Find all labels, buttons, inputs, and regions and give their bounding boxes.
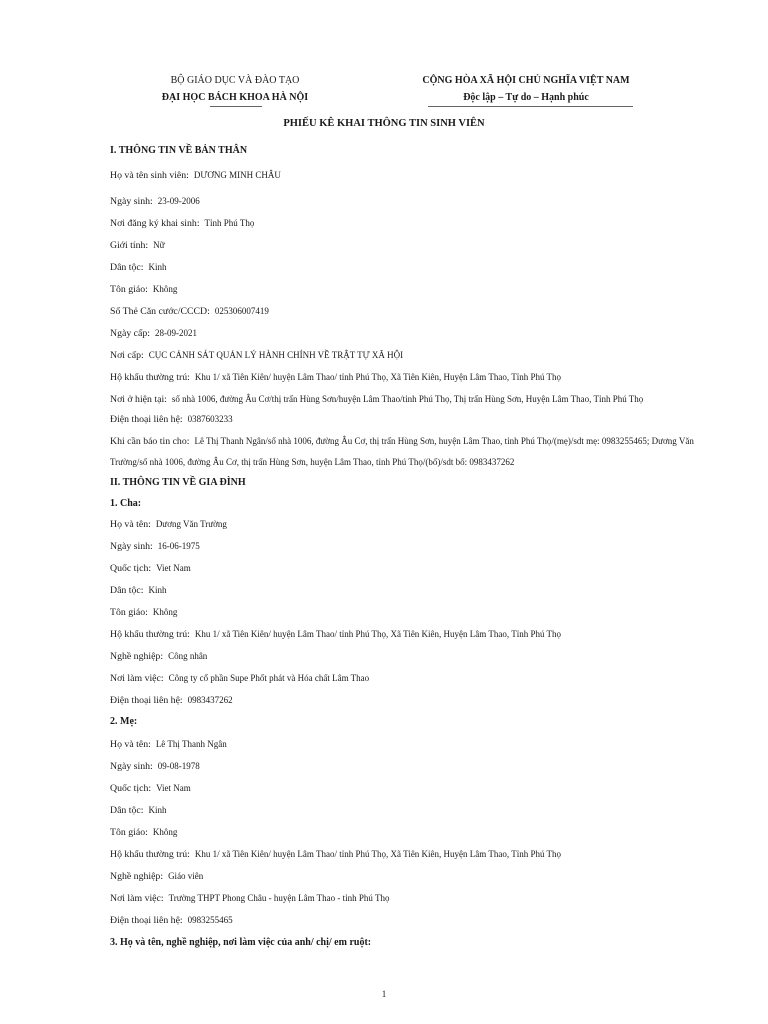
field-label: Họ và tên: <box>110 519 151 530</box>
national-motto: Độc lập – Tự do – Hạnh phúc <box>463 92 589 103</box>
father-heading: 1. Cha: <box>110 498 142 509</box>
father-ethnicity <box>110 585 700 596</box>
field-label: Dân tộc: <box>110 805 144 816</box>
field-birth-date <box>110 196 700 207</box>
mother-name <box>110 739 700 750</box>
ministry-header <box>150 72 320 106</box>
mother-ethnicity <box>110 805 700 816</box>
field-label: Tôn giáo: <box>110 827 148 838</box>
field-label: Điện thoại liên hệ: <box>110 414 183 425</box>
field-issue-place <box>110 350 700 361</box>
field-value: Trường THPT Phong Châu - huyện Lâm Thao - tỉnh Phú Thọ <box>168 893 390 903</box>
field-value: 28-09-2021 <box>155 328 197 338</box>
field-value: Không <box>152 827 178 837</box>
field-value: Kinh <box>148 262 167 272</box>
field-gender <box>110 240 700 251</box>
mother-permanent-address <box>110 849 700 860</box>
right-header-rule <box>428 106 633 107</box>
mother-occupation <box>110 871 700 882</box>
mother-birth-date <box>110 761 700 772</box>
field-label: Nơi đăng ký khai sinh: <box>110 218 200 229</box>
field-label: Nơi làm việc: <box>110 893 164 904</box>
mother-workplace <box>110 893 700 904</box>
field-value: 025306007419 <box>214 306 269 316</box>
field-religion <box>110 284 700 295</box>
section-family-heading: II. THÔNG TIN VỀ GIA ĐÌNH <box>110 477 246 488</box>
field-label: Hộ khẩu thường trú: <box>110 849 190 860</box>
field-label: Nơi làm việc: <box>110 673 164 684</box>
field-label: Giới tính: <box>110 240 149 251</box>
ministry-name: BỘ GIÁO DỤC VÀ ĐÀO TẠO <box>170 75 300 86</box>
field-value: DƯƠNG MINH CHÂU <box>193 170 281 180</box>
mother-nationality <box>110 783 700 794</box>
field-value: số nhà 1006, đường Âu Cơ/thị trấn Hùng Sơn/huyện Lâm Thao/tỉnh Phú Thọ, Thị trấn Hùng Sơn, Huyện Lâm Thao, Tỉnh Phú Thọ <box>171 394 644 404</box>
field-value: Kinh <box>148 585 167 595</box>
field-label: Nơi ở hiện tại: <box>110 394 167 405</box>
field-label: Hộ khẩu thường trú: <box>110 372 190 383</box>
field-value: Lê Thị Thanh Ngân/số nhà 1006, đường Âu Cơ, thị trấn Hùng Sơn, huyện Lâm Thao, tỉnh Phú Thọ/(mẹ)/sdt mẹ: 0983255465; Dương Văn Trường/số nhà 1006, đường Âu Cơ, thị trấn Hùng Sơn, huyện Lâm Thao, tỉnh Phú Thọ/(bố)/sdt bố: 0983437262 <box>110 436 694 467</box>
field-value: Không <box>152 284 178 294</box>
field-label: Ngày cấp: <box>110 328 150 339</box>
field-value: Viet Nam <box>156 563 191 573</box>
father-name <box>110 519 700 530</box>
page-title: PHIẾU KÊ KHAI THÔNG TIN SINH VIÊN <box>283 118 485 129</box>
field-value: Công nhân <box>168 651 208 661</box>
field-label: Khi cần báo tin cho: <box>110 436 190 447</box>
father-workplace <box>110 673 700 684</box>
siblings-heading: 3. Họ và tên, nghề nghiệp, nơi làm việc của anh/ chị/ em ruột: <box>110 937 372 948</box>
field-label: Điện thoại liên hệ: <box>110 695 183 706</box>
field-value: Dương Văn Trường <box>155 519 227 529</box>
field-label: Nghề nghiệp: <box>110 871 164 882</box>
field-student-name <box>110 170 700 181</box>
field-ethnicity <box>110 262 700 273</box>
field-value: Khu 1/ xã Tiên Kiên/ huyện Lâm Thao/ tỉnh Phú Thọ, Xã Tiên Kiên, Huyện Lâm Thao, Tỉnh Phú Thọ <box>194 629 562 639</box>
field-label: Điện thoại liên hệ: <box>110 915 183 926</box>
left-header-rule <box>210 106 262 107</box>
field-value: Không <box>152 607 178 617</box>
field-label: Quốc tịch: <box>110 563 152 574</box>
mother-phone <box>110 915 700 926</box>
field-label: Nghề nghiệp: <box>110 651 164 662</box>
field-birth-registration <box>110 218 700 229</box>
page-number: 1 <box>381 989 387 999</box>
mother-heading: 2. Mẹ: <box>110 716 138 727</box>
mother-religion <box>110 827 700 838</box>
field-label: Ngày sinh: <box>110 196 153 207</box>
field-value: CỤC CẢNH SÁT QUẢN LÝ HÀNH CHÍNH VỀ TRẬT TỰ XÃ HỘI <box>148 350 404 360</box>
field-issue-date <box>110 328 700 339</box>
field-label: Quốc tịch: <box>110 783 152 794</box>
field-value: 0983437262 <box>187 695 233 705</box>
field-value: 0387603233 <box>187 414 233 424</box>
field-label: Họ và tên: <box>110 739 151 750</box>
country-name: CỘNG HÒA XÃ HỘI CHỦ NGHĨA VIỆT NAM <box>422 75 630 86</box>
university-name: ĐẠI HỌC BÁCH KHOA HÀ NỘI <box>161 92 309 103</box>
field-label: Họ và tên sinh viên: <box>110 170 189 181</box>
father-religion <box>110 607 700 618</box>
field-value: 23-09-2006 <box>157 196 200 206</box>
father-nationality <box>110 563 700 574</box>
field-label: Hộ khẩu thường trú: <box>110 629 190 640</box>
field-label: Ngày sinh: <box>110 541 153 552</box>
field-label: Dân tộc: <box>110 262 144 273</box>
field-label: Dân tộc: <box>110 585 144 596</box>
field-value: 16-06-1975 <box>157 541 200 551</box>
field-value: 0983255465 <box>187 915 233 925</box>
field-value: Tỉnh Phú Thọ <box>204 218 255 228</box>
national-header <box>410 72 642 106</box>
father-birth-date <box>110 541 700 552</box>
field-value: Khu 1/ xã Tiên Kiên/ huyện Lâm Thao/ tỉnh Phú Thọ, Xã Tiên Kiên, Huyện Lâm Thao, Tỉnh Phú Thọ <box>194 849 562 859</box>
field-value: Kinh <box>148 805 167 815</box>
field-label: Ngày sinh: <box>110 761 153 772</box>
field-value: Công ty cổ phần Supe Phốt phát và Hóa chất Lâm Thao <box>168 673 370 683</box>
field-permanent-address <box>110 372 700 383</box>
father-phone <box>110 695 700 706</box>
field-current-address <box>110 394 700 405</box>
field-emergency-contact <box>110 431 695 473</box>
field-value: Khu 1/ xã Tiên Kiên/ huyện Lâm Thao/ tỉnh Phú Thọ, Xã Tiên Kiên, Huyện Lâm Thao, Tỉnh Phú Thọ <box>194 372 562 382</box>
field-label: Tôn giáo: <box>110 607 148 618</box>
field-value: Giáo viên <box>168 871 204 881</box>
field-value: 09-08-1978 <box>157 761 200 771</box>
field-label: Số Thẻ Căn cước/CCCD: <box>110 306 210 317</box>
field-label: Tôn giáo: <box>110 284 148 295</box>
father-occupation <box>110 651 700 662</box>
field-phone <box>110 414 700 425</box>
field-value: Viet Nam <box>156 783 191 793</box>
field-label: Nơi cấp: <box>110 350 144 361</box>
father-permanent-address <box>110 629 700 640</box>
field-id-number <box>110 306 700 317</box>
field-value: Nữ <box>153 240 165 250</box>
section-personal-heading: I. THÔNG TIN VỀ BẢN THÂN <box>110 145 248 156</box>
field-value: Lê Thị Thanh Ngân <box>155 739 227 749</box>
